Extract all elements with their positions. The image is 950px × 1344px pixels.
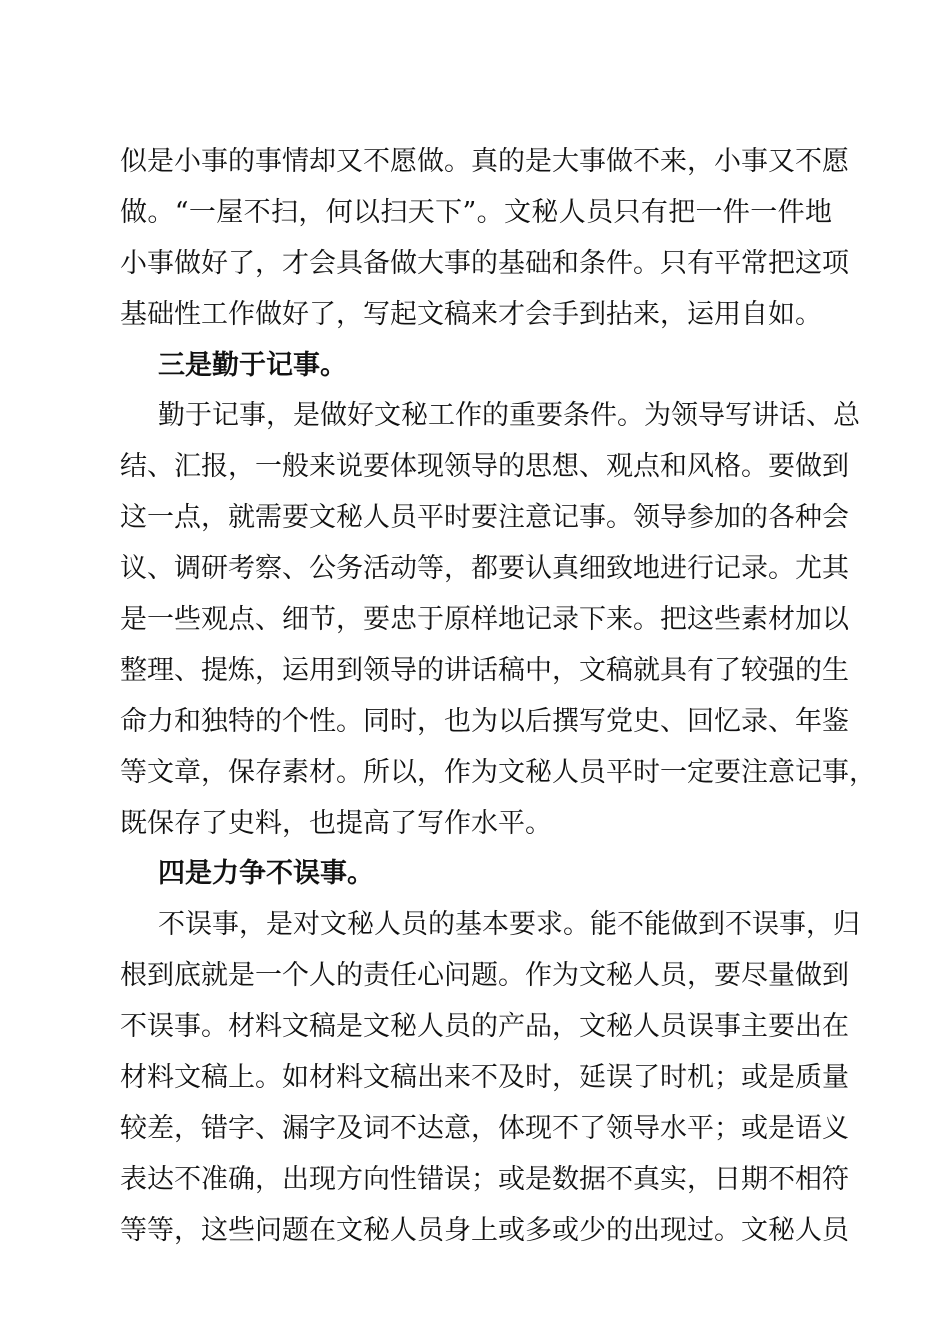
text-line: 似是小事的事情却又不愿做。真的是大事做不来，小事又不愿 xyxy=(120,146,849,177)
text-line: 根到底就是一个人的责任心问题。作为文秘人员，要尽量做到 xyxy=(120,960,849,992)
text-line: 结、汇报，一般来说要体现领导的思想、观点和风格。要做到 xyxy=(120,451,849,483)
text-line: 表达不准确，出现方向性错误；或是数据不真实，日期不相符 xyxy=(120,1163,849,1195)
paragraph-record-keeping xyxy=(120,391,876,849)
paragraph-no-mistakes xyxy=(120,900,860,1256)
text-line: 是一些观点、细节，要忠于原样地记录下来。把这些素材加以 xyxy=(120,604,849,636)
section-heading-3: 三是勤于记事。 xyxy=(158,349,347,381)
paragraph-continuation xyxy=(120,137,849,341)
text-line: 议、调研考察、公务活动等，都要认真细致地进行记录。尤其 xyxy=(120,553,849,585)
document-body xyxy=(120,137,876,1257)
text-line: 等文章，保存素材。所以，作为文秘人员平时一定要注意记事， xyxy=(120,756,876,788)
text-line: 既保存了史料，也提高了写作水平。 xyxy=(120,807,552,839)
text-line: 材料文稿上。如材料文稿出来不及时，延误了时机；或是质量 xyxy=(120,1062,849,1094)
text-line: 等等，这些问题在文秘人员身上或多或少的出现过。文秘人员 xyxy=(120,1214,849,1246)
text-line: 小事做好了，才会具备做大事的基础和条件。只有平常把这项 xyxy=(120,247,849,279)
text-line: 整理、提炼，运用到领导的讲话稿中，文稿就具有了较强的生 xyxy=(120,654,849,686)
section-heading-4: 四是力争不误事。 xyxy=(158,858,374,890)
text-line: 这一点，就需要文秘人员平时要注意记事。领导参加的各种会 xyxy=(120,502,849,534)
text-line: 命力和独特的个性。同时，也为以后撰写党史、回忆录、年鉴 xyxy=(120,705,849,737)
text-line: 基础性工作做好了，写起文稿来才会手到拈来，运用自如。 xyxy=(120,298,822,330)
text-line: 做。“一屋不扫，何以扫天下”。文秘人员只有把一件一件地 xyxy=(120,196,832,228)
text-line: 较差，错字、漏字及词不达意，体现不了领导水平；或是语义 xyxy=(120,1112,849,1144)
text-line: 不误事，是对文秘人员的基本要求。能不能做到不误事，归 xyxy=(158,909,860,941)
text-line: 不误事。材料文稿是文秘人员的产品，文秘人员误事主要出在 xyxy=(120,1011,849,1043)
text-line: 勤于记事，是做好文秘工作的重要条件。为领导写讲话、总 xyxy=(158,400,860,432)
